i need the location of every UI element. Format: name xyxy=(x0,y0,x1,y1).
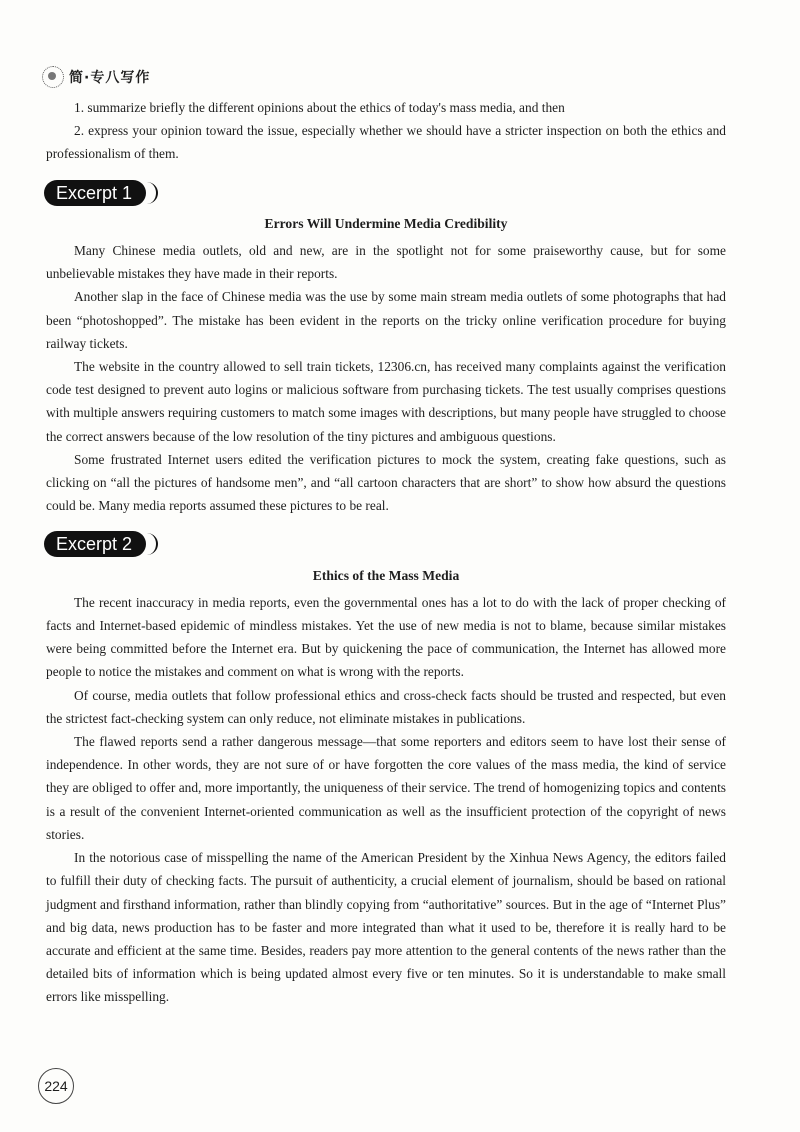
instruction-item: 1. summarize briefly the different opinions about the ethics of today's mass media, and then xyxy=(74,100,565,115)
excerpt-2-paragraph: Of course, media outlets that follow professional ethics and cross-check facts should be trusted and respected, but even the strictest fact-checking system can only reduce, not eliminate mistakes in publications. xyxy=(46,687,726,726)
excerpt-1-paragraph: Some frustrated Internet users edited the verification pictures to mock the system, creating fake questions, such as clicking on “all the pictures of handsome men”, and “all cartoon characters that are short” to show how absurd the questions could be. Many media reports assumed these pictures to be real. xyxy=(46,451,726,514)
excerpt-2-title: Ethics of the Mass Media xyxy=(312,567,460,583)
excerpt-2-badge-wrap xyxy=(46,531,726,557)
page-header xyxy=(42,66,150,88)
instruction-item: 2. express your opinion toward the issue, especially whether we should have a stricter inspection on both the ethics and professionalism of them. xyxy=(46,123,726,162)
page-number: 224 xyxy=(38,1068,74,1104)
excerpt-2-paragraph: The recent inaccuracy in media reports, even the governmental ones has a lot to do with the lack of proper checking of facts and Internet-based epidemic of mindless mistakes. Yet the use of new media is not to blame, because similar mistakes were being committed before the Internet era. But by quickening the pace of communication, the Internet has allowed more people to notice the mistakes and comment on what is wrong with the reports. xyxy=(46,594,726,680)
excerpt-2-paragraph: In the notorious case of misspelling the name of the American President by the Xinhua News Agency, the editors failed to fulfill their duty of checking facts. The pursuit of authenticity, a crucial element of journalism, should be based on rational judgment and firsthand information, rather than blindly copying from “authoritative” sources. But in the age of “Internet Plus” and big data, news production has to be faster and more integrated than what it used to be, therefore it is really hard to be accurate and efficient at the same time. Besides, readers pay more attention to the general contents of the news rather than the detailed bits of information which is being updated almost every five or ten minutes. So it is understandable to make small errors like misspelling. xyxy=(46,850,726,1005)
excerpt-2-badge: Excerpt 2 xyxy=(44,531,146,557)
excerpt-1-badge-wrap xyxy=(46,180,726,206)
excerpt-1-paragraph: The website in the country allowed to sell train tickets, 12306.cn, has received many complaints against the verification code test designed to prevent auto logins or malicious software from purchasing tickets. The test usually comprises questions with multiple answers requiring customers to match some images with descriptions, but many people have struggled to choose the correct answers because of the low resolution of the tiny pictures and ambiguous questions. xyxy=(46,359,726,444)
header-title: 简·专八写作 xyxy=(69,70,151,86)
excerpt-1-badge: Excerpt 1 xyxy=(44,180,146,206)
excerpt-1-paragraph: Many Chinese media outlets, old and new, are in the spotlight not for some praiseworthy cause, but for some unbelievable mistakes they have made in their reports. xyxy=(46,243,726,282)
excerpt-1-paragraph: Another slap in the face of Chinese media was the use by some main stream media outlets of some photographs that had been “photoshopped”. The mistake has been evident in the reports on the tricky online verification procedure for buying railway tickets. xyxy=(46,289,726,351)
excerpt-2-paragraph: The flawed reports send a rather dangerous message—that some reporters and editors seem to have lost their sense of independence. In other words, they are not sure of or have forgotten the core values of the mass media, the kind of service they are obliged to offer and, more importantly, the uniqueness of their service. The trend of homogenizing topics and contents is a result of the convenient Internet-oriented communication as well as the insufficient protection of the copyright of news stories. xyxy=(46,734,726,842)
excerpt-1-title: Errors Will Undermine Media Credibility xyxy=(264,215,508,231)
book-logo-icon xyxy=(42,66,64,88)
page-content xyxy=(46,96,726,1009)
